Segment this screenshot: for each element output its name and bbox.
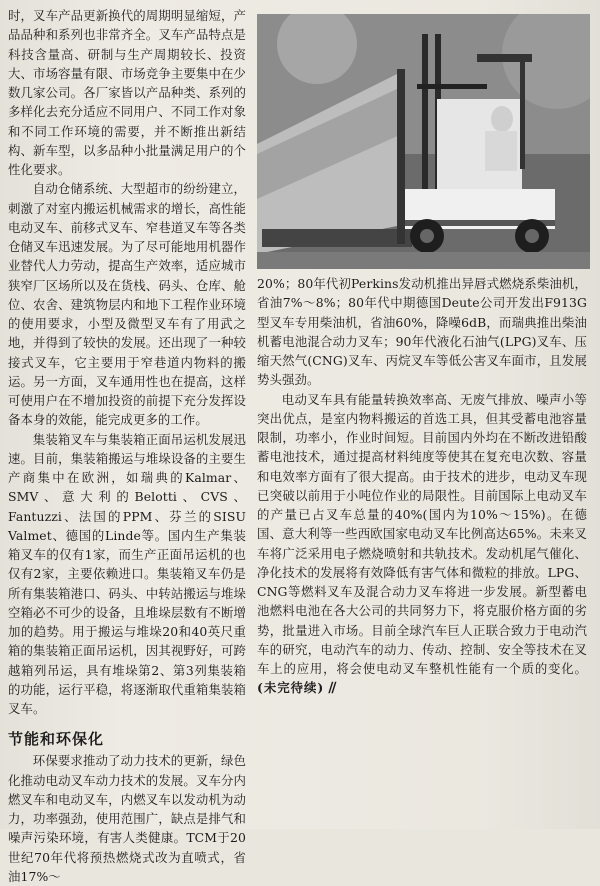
to-be-continued-mark: (未完待续) <box>257 680 325 696</box>
paragraph-electric-forklift <box>257 390 587 699</box>
right-column <box>257 274 587 699</box>
end-slashes-icon: ∕∕ <box>328 680 335 697</box>
left-column <box>8 6 246 886</box>
forklift-photo <box>257 14 590 269</box>
paragraph-electric-forklift-text: 电动叉车具有能量转换效率高、无废气排放、噪声小等突出优点，是室内物料搬运的首选工具，但其受蓄电池容量限制，功率小，作业时间短。目前国内外均在不断改进铅酸蓄电池技术，通过提高材料纯度等使其在复充电次数、容量和电效率方面有了很大提高。由于技术的进步，电动叉车现已突破以前用于小吨位作业的局限性。目前国际上电动叉车的产量已占叉车总量的40%(国内为10%～15%)。在德国、意大利等一些西欧国家电动叉车比例高达65%。未来叉车将广泛采用电子燃烧喷射和共轨技术。发动机尾气催化、净化技术的发展将有效降低有害气体和微粒的排放。LPG、CNG等燃料叉车及混合动力叉车将进一步发展。新型蓄电池燃料电池在各大公司的共同努力下，将克服价格方面的劣势，批量进入市场。目前全球汽车巨人正联合致力于电动汽车的研究，电动汽车的动力、传动、控制、安全等技术在叉车上的应用，将会使电动叉车整机性能有一个质的变化。 <box>257 391 587 676</box>
forklift-photo-illustration <box>257 14 590 269</box>
paragraph-container-handlers: 集装箱叉车与集装箱正面吊运机发展迅速。目前，集装箱搬运与堆垛设备的主要生产商集中在欧洲，如瑞典的Kalmar、SMV、意大利的Belotti、CVS、Fantuzzi、法国的PPM、芬兰的SISU Valmet、德国的Linde等。国内生产集装箱叉车的仅有1家，而生产正面吊运机的也仅有2家，主要依赖进口。集装箱叉车仍是所有集装箱港口、码头、中转站搬运与堆垛空箱必不可少的设备，且堆垛层数有不断增加的趋势。用于搬运与堆垛20和40英尺重箱的集装箱正面吊运机，因其视野好，可跨越箱列吊运，具有堆垛第2、第3列集装箱的功能，运行平稳，将逐渐取代重箱集装箱叉车。 <box>8 431 246 716</box>
paragraph-environmental: 环保要求推动了动力技术的更新，绿色化推动电动叉车动力技术的发展。叉车分内燃叉车和电动叉车，内燃叉车以发动机为动力，功率强劲，使用范围广，缺点是排气和噪声污染环境，有害人类健康。TCM于20世纪70年代将预热燃烧式改为直喷式，省油17%～ <box>8 753 246 884</box>
paragraph-engine-history: 20%；80年代初Perkins发动机推出异唇式燃烧系柴油机，省油7%～8%；80年代中期德国Deute公司开发出F913G型叉车专用柴油机，省油60%，降噪6dB，而瑞典推出柴油机蓄电池混合动力叉车；90年代液化石油气(LPG)叉车、压缩天然气(CNG)叉车、丙烷叉车等低公害叉车面市，且发展势头强劲。 <box>257 276 587 388</box>
section-heading-energy-saving: 节能和环保化 <box>8 730 105 749</box>
paragraph-cycle-shortened: 时，叉车产品更新换代的周期明显缩短，产品品种和系列也非常齐全。叉车产品特点是科技含量高、研制与生产周期较长、投资大、市场容量有限、市场竞争主要集中在少数几家公司。各厂家皆以产品种类、系列的多样化去充分适应不同用户、不同工作对象和不同工作环境的需要，并不断推出新结构、新车型，以多品种小批量满足用户的个性化要求。 <box>8 8 246 177</box>
paragraph-warehouse-trucks: 自动仓储系统、大型超市的纷纷建立，刺激了对室内搬运机械需求的增长，高性能电动叉车、前移式叉车、窄巷道叉车等各类仓储叉车迅速发展。为了尽可能地用机器作业替代人力劳动，提高生产效率，适应城市狭窄厂区场所以及在货栈、码头、仓库、舱位、农舍、建筑物层内和地下工程作业环境的使用要求，小型及微型叉车有了用武之地，并得到了较快的发展。还出现了一种较接式叉车，它主要用于窄巷道内物料的搬运。另一方面，叉车通用性也在提高，这样可使用户在不增加投资的前提下充分发挥设备本身的效能，能完成更多的工作。 <box>8 181 246 428</box>
